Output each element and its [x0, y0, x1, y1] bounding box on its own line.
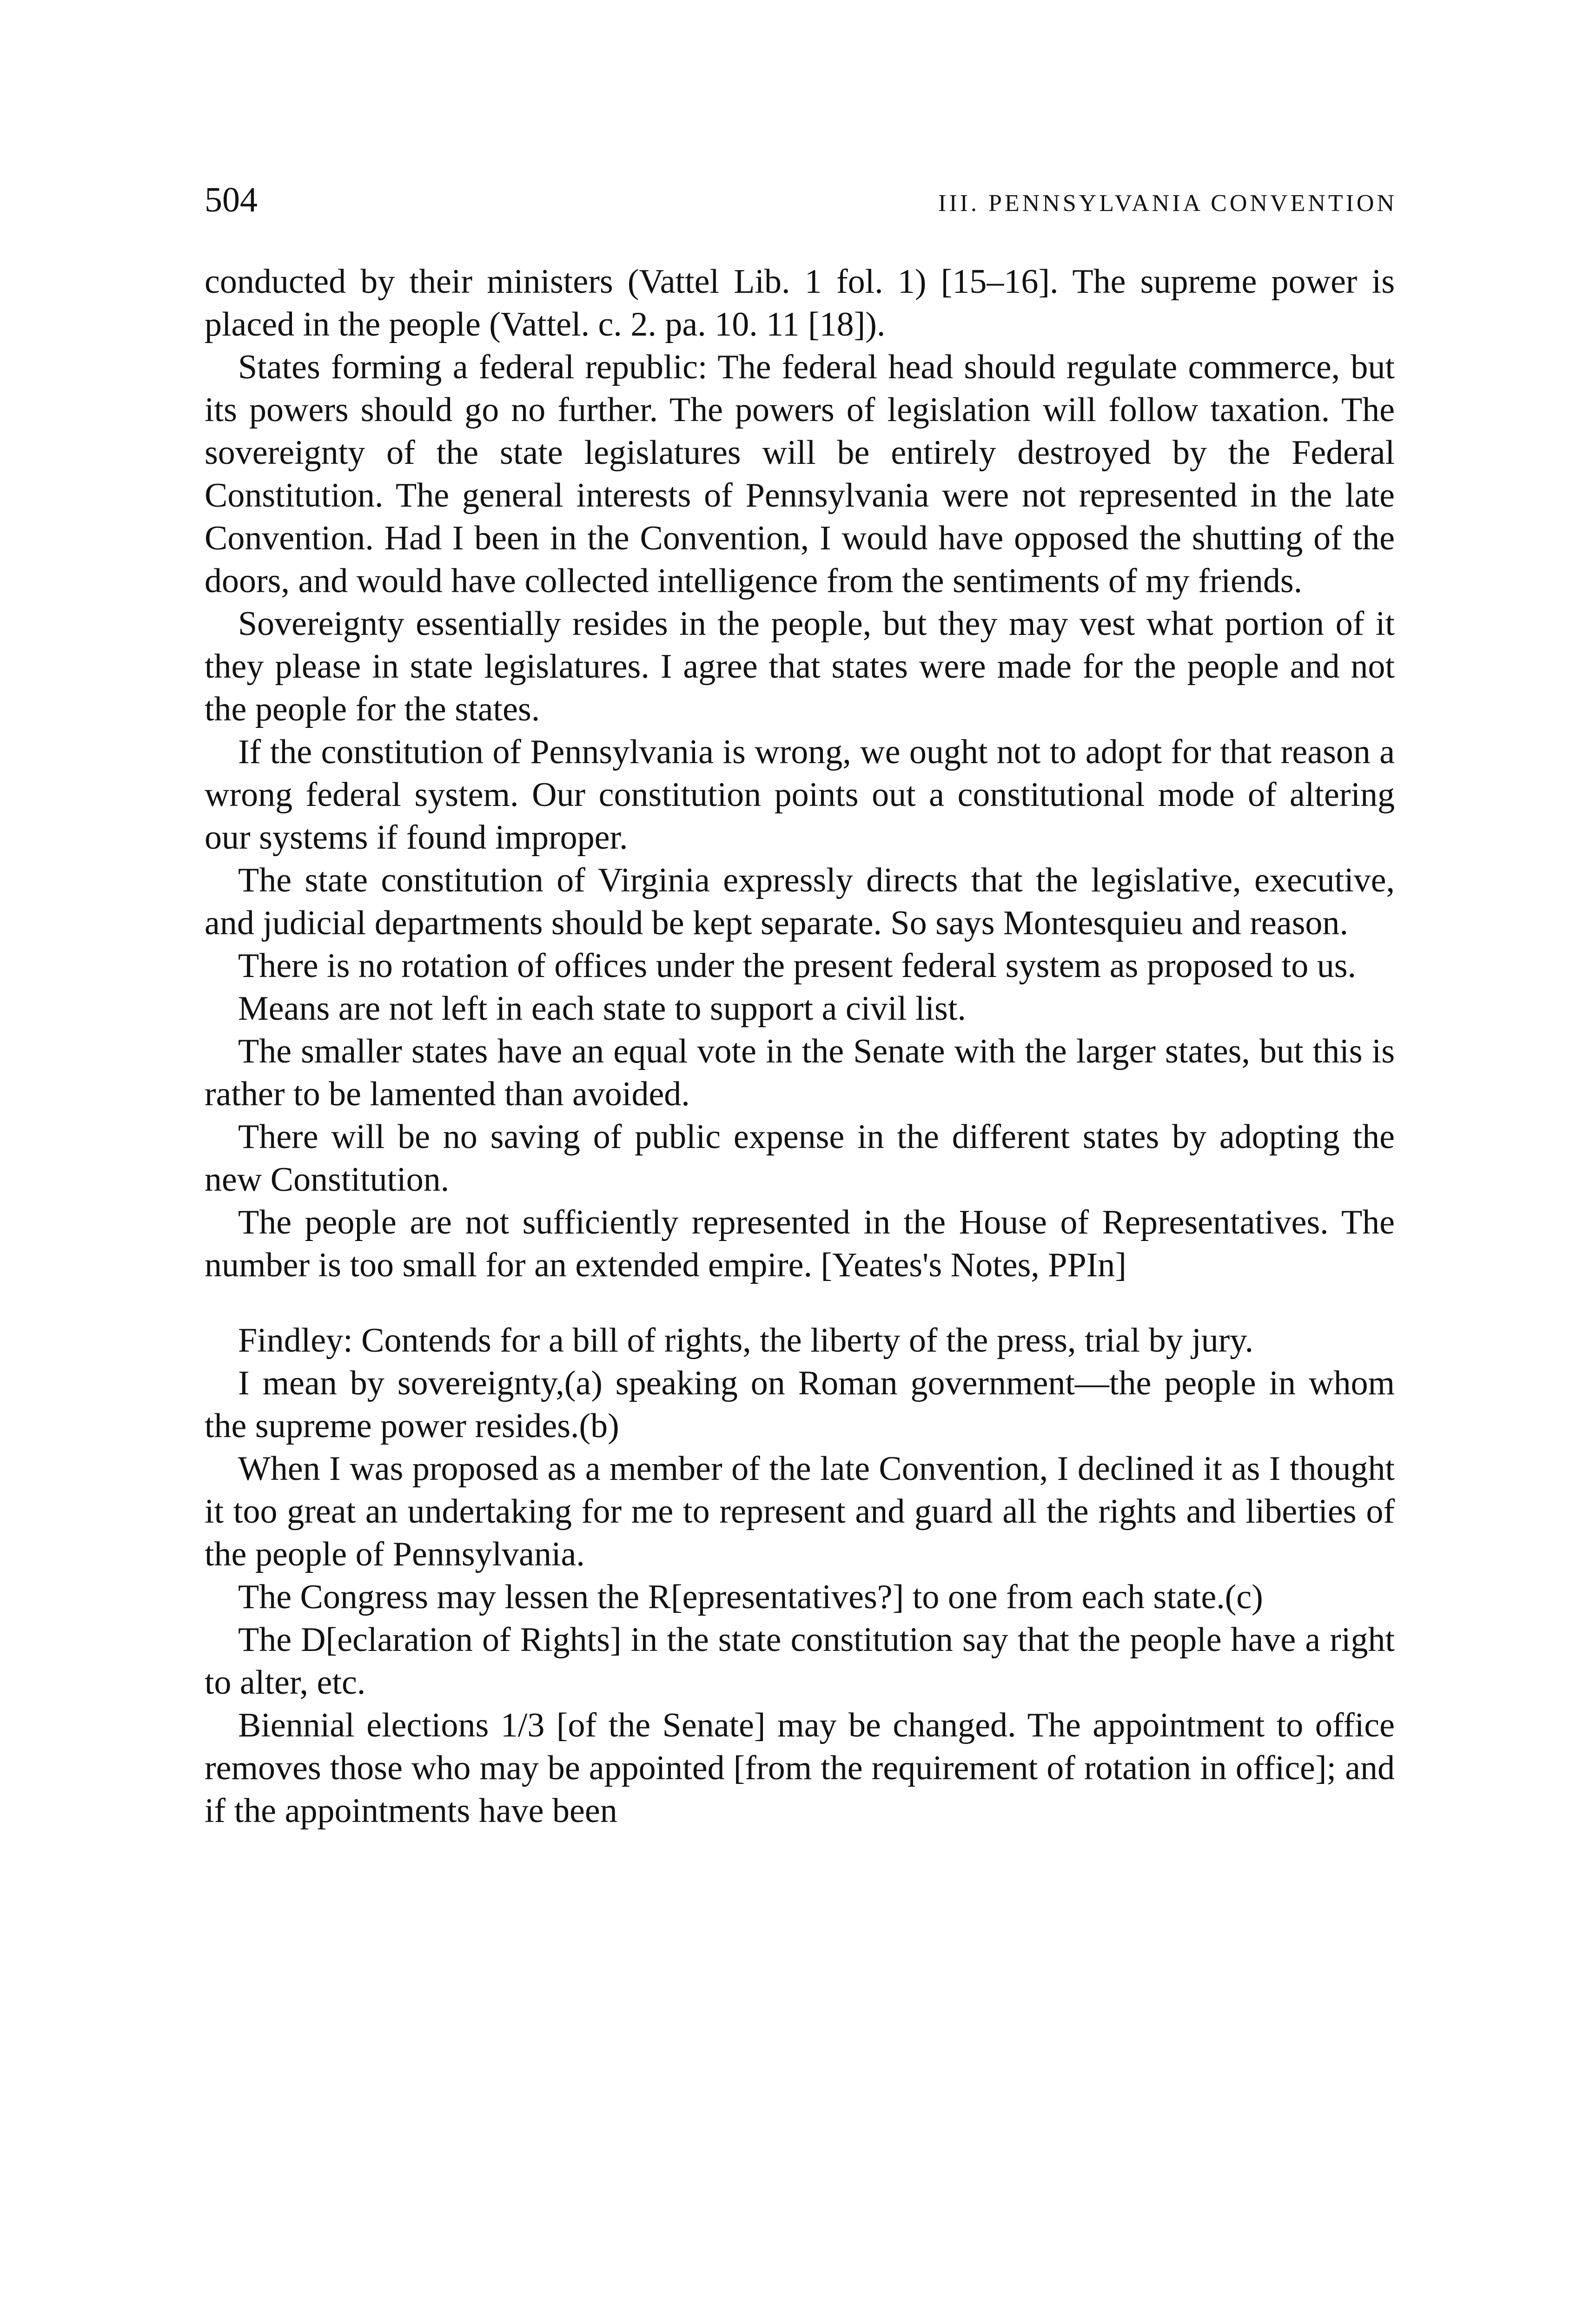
- paragraph-sovereignty: Sovereignty essentially resides in the people, but they may vest what portion of it they please in state legislatures. I agree that states were made for the people and not the people for the states.: [205, 605, 1395, 728]
- paragraph-public-expense: There will be no saving of public expense in the different states by adopting the new Constitution.: [205, 1118, 1395, 1199]
- paragraph-smaller-states: The smaller states have an equal vote in the Senate with the larger states, but this is rather to be lamented than avoided.: [205, 1032, 1395, 1113]
- paragraph-federal-republic: States forming a federal republic: The federal head should regulate commerce, but its powers should go no further. The powers of legislation will follow taxation. The sovereignty of the state legislatures will be entirely destroyed by the Federal Constitution. The general interests of Pennsylvania were not represented in the late Convention. Had I been in the Convention, I would have opposed the shutting of the doors, and would have collected intelligence from the sentiments of my friends.: [205, 348, 1395, 600]
- page-number: 504: [205, 180, 258, 219]
- paragraph-declined: When I was proposed as a member of the late Convention, I declined it as I thought it too great an undertaking for me to represent and guard all the rights and liberties of the people of Pennsylvania.: [205, 1450, 1395, 1573]
- paragraph-virginia: The state constitution of Virginia expressly directs that the legislative, executive, and judicial departments should be kept separate. So says Montesquieu and reason.: [205, 861, 1395, 942]
- paragraph-vattel: conducted by their ministers (Vattel Lib. 1 fol. 1) [15–16]. The supreme power is placed in the people (Vattel. c. 2. pa. 10. 11 [18]).: [205, 263, 1395, 343]
- paragraph-biennial: Biennial elections 1/3 [of the Senate] may be changed. The appointment to office removes those who may be appointed [from the requirement of rotation in office]; and if the appointments have been: [205, 1706, 1395, 1830]
- paragraph-pennsylvania-constitution: If the constitution of Pennsylvania is wrong, we ought not to adopt for that reason a wrong federal system. Our constitution points out a constitutional mode of altering our systems if found improper.: [205, 733, 1395, 857]
- paragraph-civil-list: Means are not left in each state to support a civil list.: [238, 990, 966, 1028]
- paragraph-sovereignty-meaning: I mean by sovereignty,(a) speaking on Roman government—the people in whom the supreme power resides.(b): [205, 1364, 1395, 1445]
- body-text: [205, 260, 1395, 1832]
- running-head: III. PENNSYLVANIA CONVENTION: [938, 190, 1397, 217]
- paragraph-declaration: The D[eclaration of Rights] in the state constitution say that the people have a right to alter, etc.: [205, 1621, 1395, 1702]
- page-header: [205, 179, 1397, 225]
- paragraph-rotation: There is no rotation of offices under the present federal system as proposed to us.: [238, 947, 1356, 985]
- paragraph-congress: The Congress may lessen the R[epresentatives?] to one from each state.(c): [238, 1578, 1263, 1616]
- paragraph-representation: The people are not sufficiently represented in the House of Representatives. The number is too small for an extended empire. [Yeates's Notes, PPIn]: [205, 1203, 1395, 1284]
- paragraph-findley: Findley: Contends for a bill of rights, the liberty of the press, trial by jury.: [238, 1321, 1254, 1360]
